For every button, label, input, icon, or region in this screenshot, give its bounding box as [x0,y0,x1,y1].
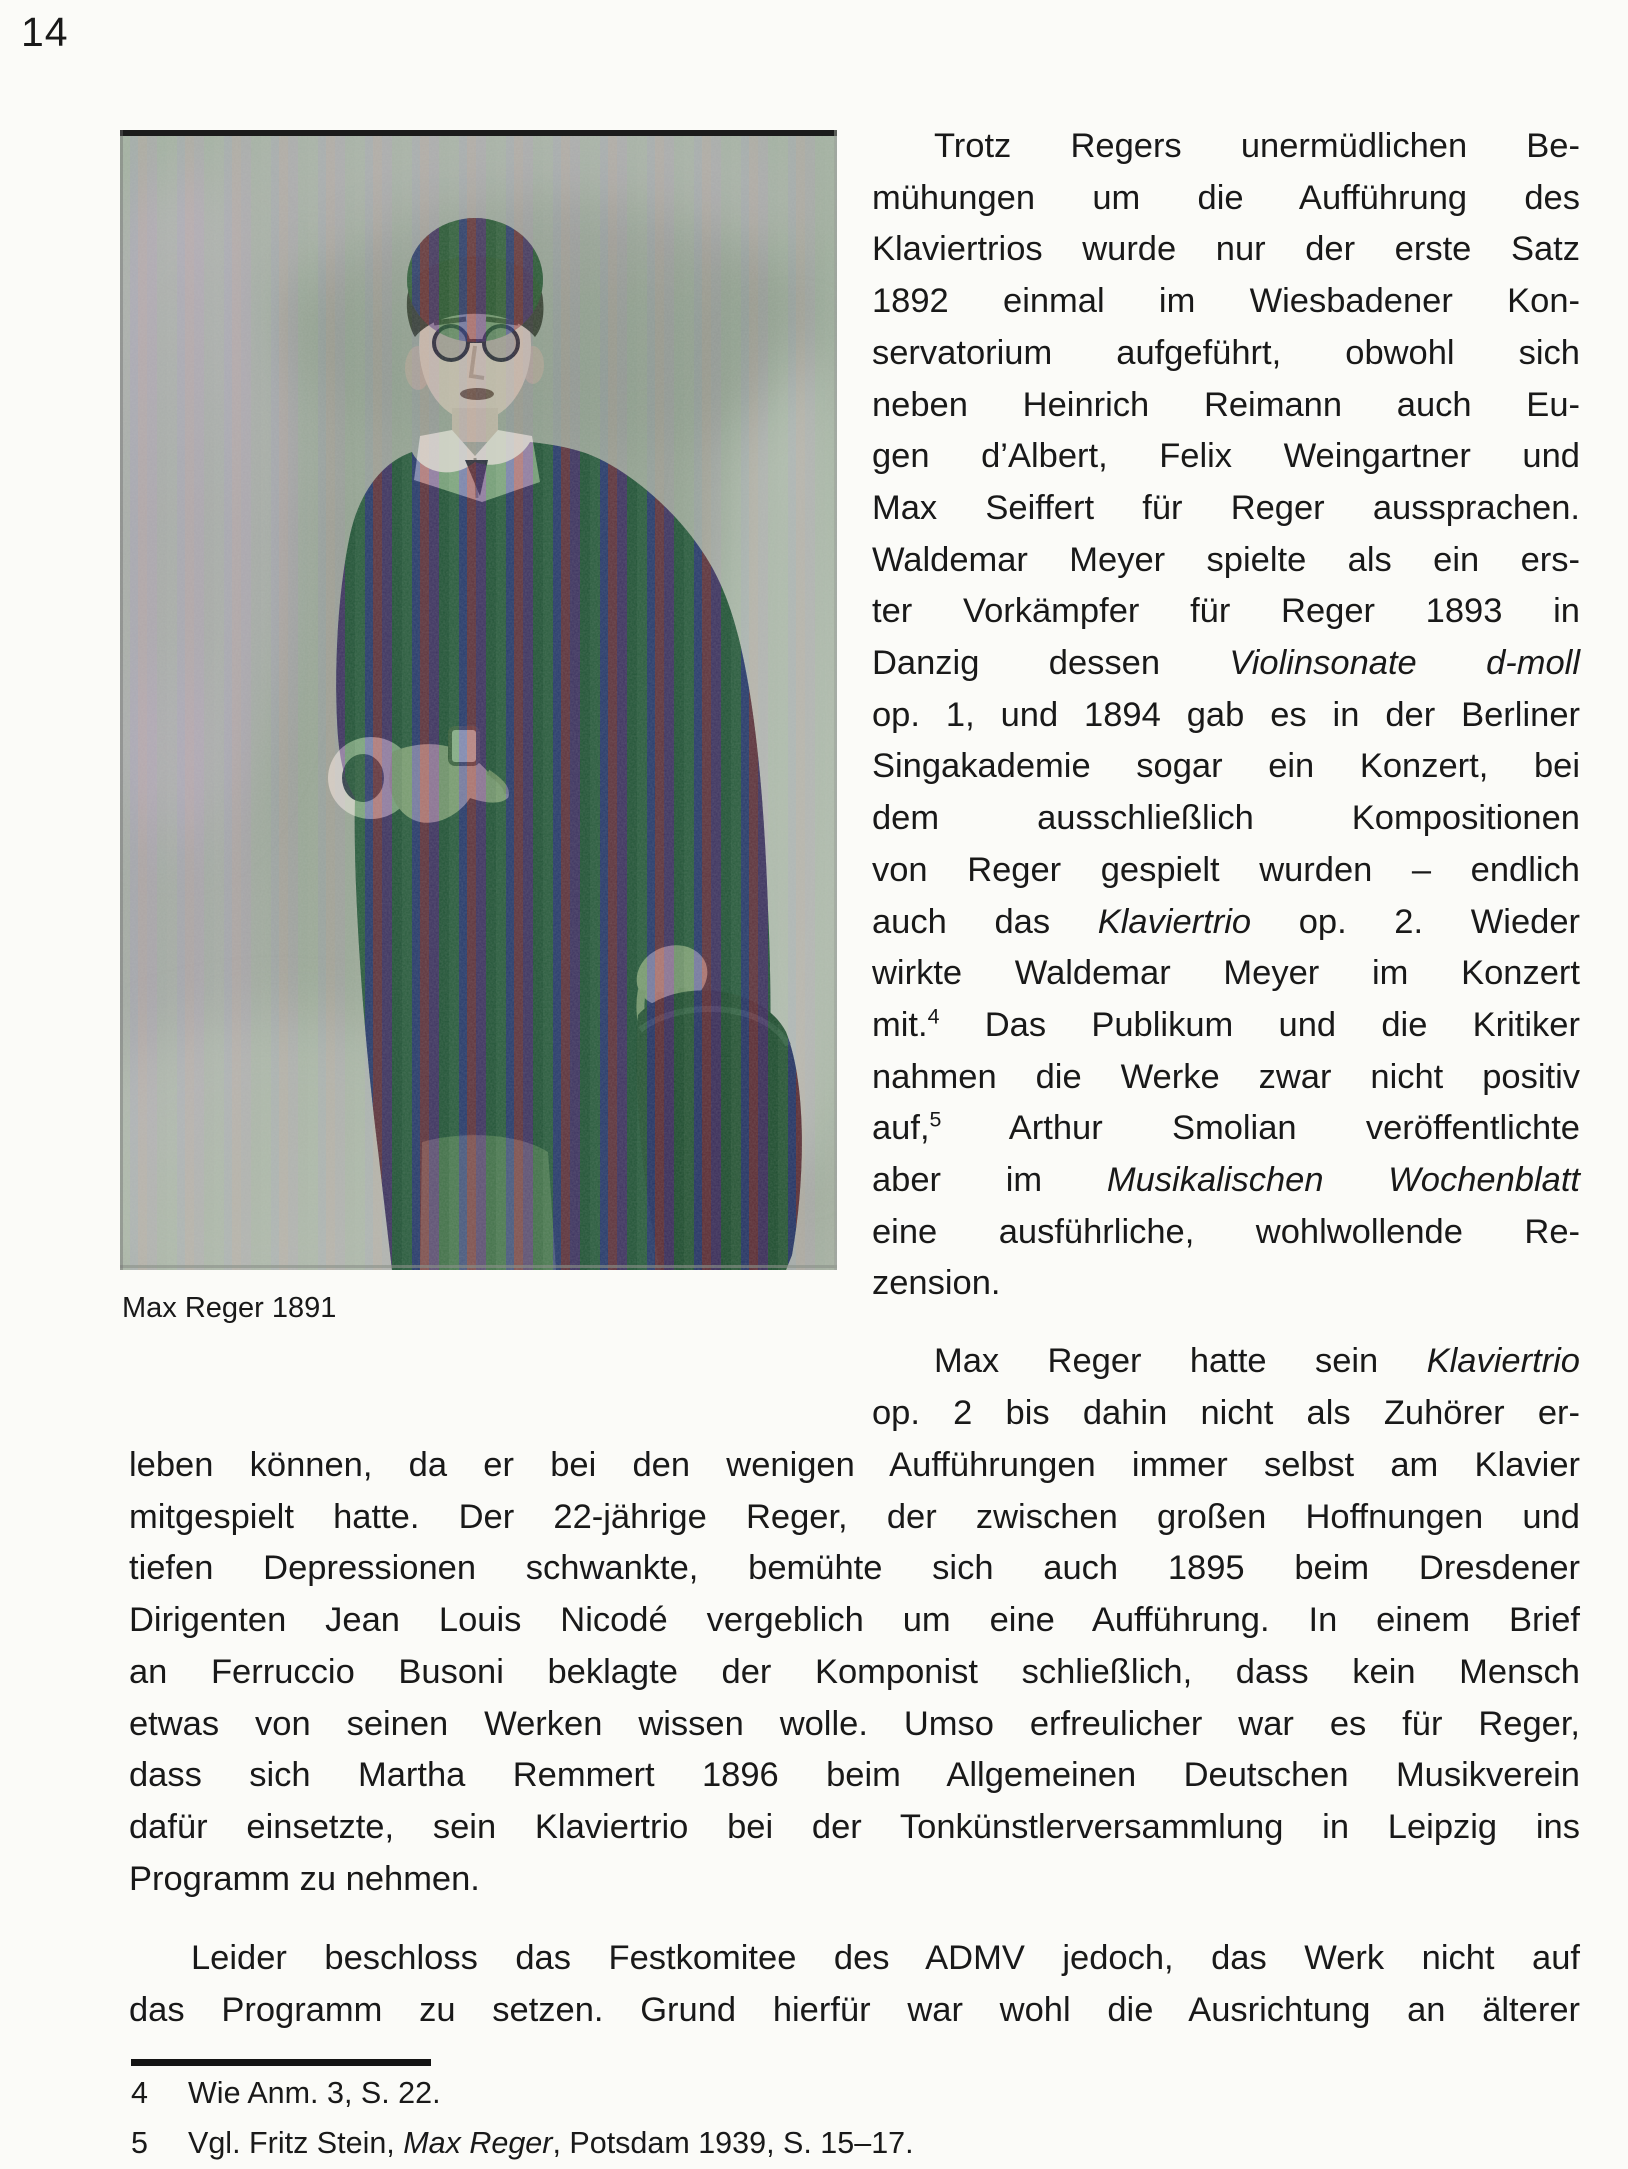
footnote-row [131,2068,1531,2118]
footnotes [131,2068,1531,2168]
text-line: gen d’Albert, Felix Weingartner und [872,437,1580,476]
text-line: aber im Musikalischen Wochenblatt [872,1161,1581,1200]
text-line: mit.$^4$ Das Publikum und die Kritiker [872,1004,1580,1044]
photo-caption: Max Reger 1891 [122,1292,337,1324]
text-line: von Reger gespielt wurden – endlich [872,850,1580,889]
footnote-divider-rule [131,2059,431,2066]
text-line: dass sich Martha Remmert 1896 beim Allgemeinen Deutschen Musikverein [129,1756,1580,1795]
text-line: mitgespielt hatte. Der 22-jährige Reger, der zwischen großen Hoffnungen und [129,1497,1580,1536]
text-line: Waldemar Meyer spielte als ein ers- [872,540,1580,579]
text-line: wirkte Waldemar Meyer im Konzert [872,954,1580,993]
text-line: an Ferruccio Busoni beklagte der Komponist schließlich, dass kein Mensch [129,1652,1580,1691]
footnote-text: Wie Anm. 3, S. 22. [188,2076,441,2110]
text-line: etwas von seinen Werken wissen wolle. Umso erfreulicher war es für Reger, [129,1704,1580,1743]
text-line: neben Heinrich Reimann auch Eu- [872,385,1580,424]
text-line: das Programm zu setzen. Grund hierfür war wohl die Ausrichtung an älterer [129,1990,1580,2029]
footnote-text: Vgl. Fritz Stein, Max Reger, Potsdam 1939, S. 15–17. [188,2126,914,2160]
text-line: Leider beschloss das Festkomitee des ADMV jedoch, das Werk nicht auf [191,1939,1580,1977]
text-line: ter Vorkämpfer für Reger 1893 in [872,592,1580,631]
paragraph-2-start [872,1336,1580,1439]
text-column-right [872,121,1580,1440]
paragraph-3 [129,1933,1580,2036]
footnote-row [131,2118,1531,2168]
text-line: 1892 einmal im Wiesbadener Kon- [872,282,1580,321]
footnote-number: 4 [131,2076,148,2110]
text-line: leben können, da er bei den wenigen Aufführungen immer selbst am Klavier [129,1446,1580,1484]
paragraph-1 [872,121,1580,1310]
text-line: dafür einsetzte, sein Klaviertrio bei der Tonkünstlerversammlung in Leipzig ins [129,1807,1580,1846]
text-line: mühungen um die Aufführung des [872,178,1580,217]
page-number: 14 [21,9,69,55]
text-line: auf,$^5$ Arthur Smolian veröffentlichte [872,1107,1580,1148]
text-line: Danzig dessen Violinsonate d-moll [872,644,1581,683]
max-reger-photo-illustration [120,130,837,1270]
text-line: servatorium aufgeführt, obwohl sich [872,333,1580,372]
text-line: auch das Klaviertrio op. 2. Wieder [872,902,1580,941]
text-line: zension. [872,1264,1001,1303]
text-line: Max Seiffert für Reger aussprachen. [872,488,1580,527]
paragraph-2-continuation [129,1440,1580,1905]
text-line: op. 2 bis dahin nicht als Zuhörer er- [872,1393,1580,1432]
text-line: Trotz Regers unermüdlichen Be- [934,127,1580,165]
text-line: Programm zu nehmen. [129,1859,480,1898]
text-line: Dirigenten Jean Louis Nicodé vergeblich um eine Aufführung. In einem Brief [129,1601,1580,1640]
text-line: tiefen Depressionen schwankte, bemühte sich auch 1895 beim Dresdener [129,1549,1580,1588]
portrait-photo [120,130,837,1270]
text-line: Klaviertrios wurde nur der erste Satz [872,230,1580,269]
text-line: nahmen die Werke zwar nicht positiv [872,1057,1580,1096]
footnote-number: 5 [131,2126,148,2160]
text-line: eine ausführliche, wohlwollende Re- [872,1212,1580,1251]
text-line: Singakademie sogar ein Konzert, bei [872,747,1580,786]
text-line: op. 1, und 1894 gab es in der Berliner [872,695,1580,734]
text-line: Max Reger hatte sein Klaviertrio [934,1342,1580,1381]
text-line: dem ausschließlich Kompositionen [872,799,1580,838]
